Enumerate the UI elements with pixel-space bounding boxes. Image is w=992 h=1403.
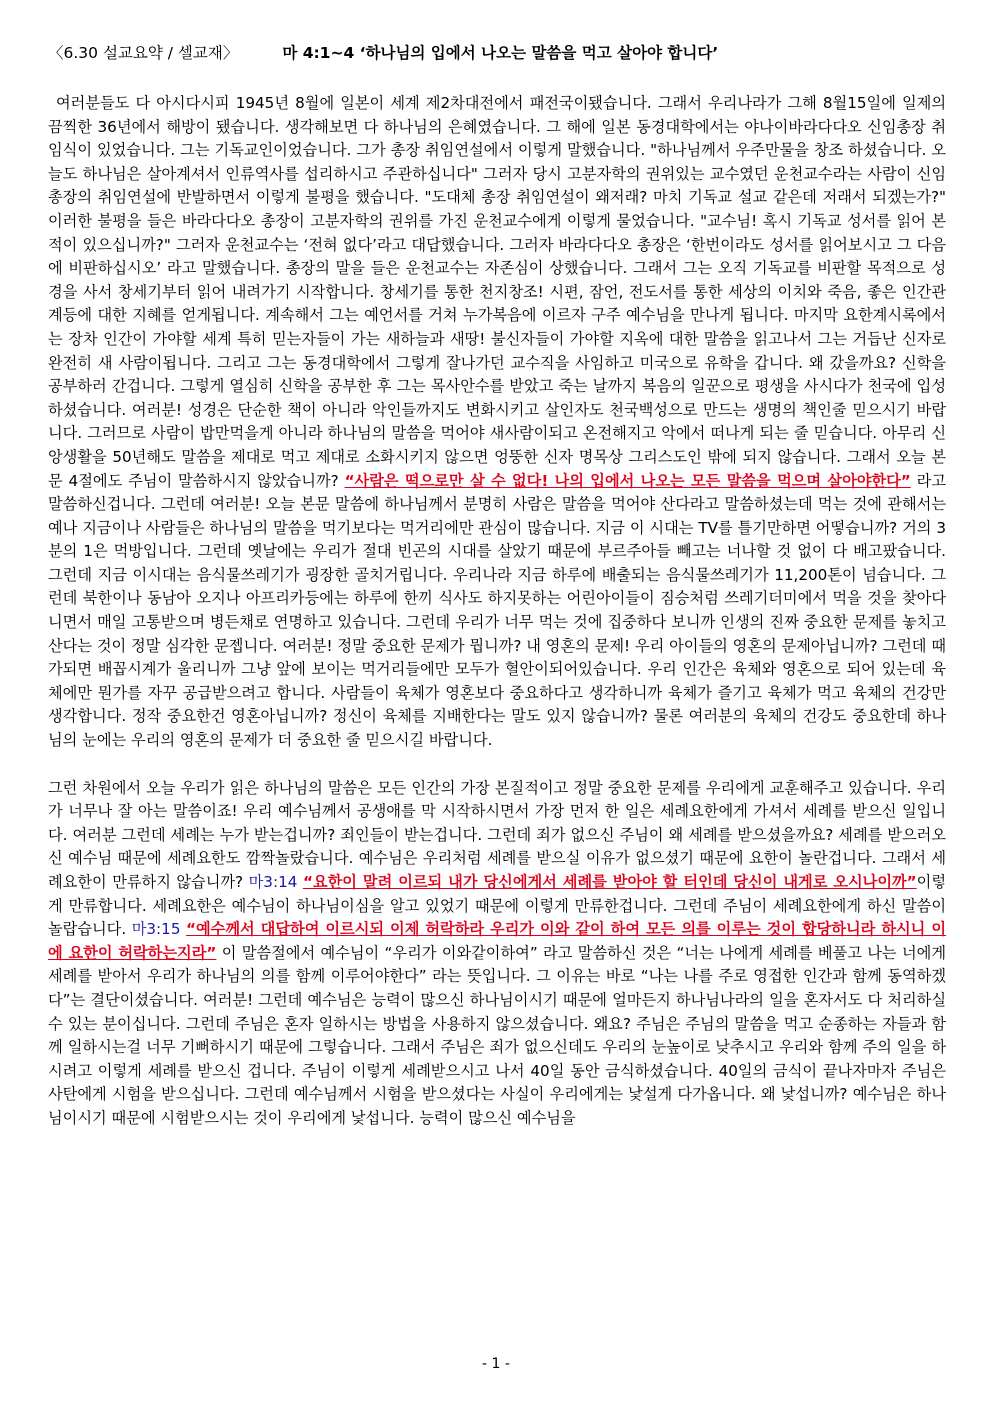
verse-reference-3-14: 마3:14 xyxy=(248,873,298,891)
page-number: - 1 - xyxy=(482,1356,510,1372)
paragraph-1-text-b: 라고 말씀하신겁니다. 그런데 여러분! 오늘 본문 말씀에 하나님께서 분명히 사람은 말씀을 먹어야 산다라고 말씀하셨는데 먹는 것에 관해서는 예나 지금이나 사람들은 하나님의 말씀을 먹기보다는 먹거리에만 관심이 많습니다. 지금 이 시대는 TV를 틀기만하면 어떻습니까? 거의 3분의 1은 먹방입니다. 그런데 옛날에는 우리가 절대 빈곤의 시대를 살았기 때문에 부르주아들 빼고는 너나할 것 없이 다 배고팠습니다. 그런데 지금 이시대는 음식물쓰레기가 굉장한 골치거립니다. 우리나라 지금 하루에 배출되는 음식물쓰레기가 11,200톤이 넘습니다. 그런데 북한이나 동남아 오지나 아프리카등에는 하루에 한끼 식사도 하지못하는 어린아이들이 짐승처럼 쓰레기더미에서 먹을 것을 찾아다니면서 매일 고통받으며 병든채로 연명하고 있습니다. 그런데 우리가 너무 먹는 것에 집중하다 보니까 인생의 진짜 중요한 문제를 놓치고 산다는 것이 정말 심각한 문젭니다. 여러분! 정말 중요한 문제가 뭡니까? 내 영혼의 문제! 우리 아이들의 영혼의 문제아닙니까? 그런데 때가되면 배꼽시계가 울리니까 그냥 앞에 보이는 먹거리들에만 모두가 혈안이되어있습니다. 우리 인간은 육체와 영혼으로 되어 있는데 육체에만 뭔가를 자꾸 공급받으려고 합니다. 사람들이 육체가 영혼보다 중요하다고 생각하니까 육체가 즐기고 육체가 먹고 육체의 건강만 생각합니다. 정작 중요한건 영혼아닙니까? 정신이 육체를 지배한다는 말도 있지 않습니까? 물론 여러분의 육체의 건강도 중요한데 하나님의 눈에는 우리의 영혼의 문제가 더 중요한 줄 믿으시길 바랍니다. xyxy=(48,471,946,750)
paragraph-2-text-a: 그런 차원에서 오늘 우리가 읽은 하나님의 말씀은 모든 인간의 가장 본질적이고 정말 중요한 문제를 우리에게 교훈해주고 있습니다. 우리가 너무나 잘 아는 말씀이죠! 우리 예수님께서 공생애를 막 시작하시면서 가장 먼저 한 일은 세례요한에게 가셔서 세례를 받으신 일입니다. 여러분 그런데 세례는 누가 받는겁니까? 죄인들이 받는겁니다. 그런데 죄가 없으신 주님이 왜 세례를 받으셨을까요? 세례를 받으러오신 예수님 때문에 세례요한도 깜짝놀랐습니다. 예수님은 우리처럼 세례를 받으실 이유가 없으셨기 때문에 요한이 놀란겁니다. 그래서 세례요한이 만류하지 않습니까? xyxy=(48,778,946,891)
header-label: 〈6.30 설교요약 / 셀교재〉 xyxy=(48,44,239,62)
scripture-quote-3-15: “예수께서 대답하여 이르시되 이제 허락하라 우리가 이와 같이 하여 모든 의를 이루는 것이 합당하니라 하시니 이에 요한이 허락하는지라” xyxy=(48,920,947,962)
paragraph-2 xyxy=(48,777,946,1131)
verse-reference-3-15: 마3:15 xyxy=(131,920,181,939)
document-page xyxy=(48,42,946,1131)
scripture-quote-verse4: “사람은 떡으로만 살 수 없다! 나의 입에서 나오는 모든 말씀을 먹으며 살아야한다” xyxy=(344,471,911,490)
paragraph-2-text-b: 이렇게 만류합니다. 세례요한은 예수님이 하나님이심을 알고 있었기 때문에 이렇게 만류한겁니다. 그런데 주님이 세례요한에게 하신 말씀이 놀랍습니다. xyxy=(48,873,947,939)
paragraph-2-text-c: 이 말씀절에서 예수님이 “우리가 이와같이하여” 라고 말씀하신 것은 “너는 나에게 세례를 베풀고 나는 너에게 세례를 받아서 우리가 하나님의 의를 함께 이루어야한다” 라는 뜻입니다. 그 이유는 바로 “나는 나를 주로 영접한 인간과 함께 동역하겠다”는 결단이셨습니다. 여러분! 그런데 예수님은 능력이 많으신 하나님이시기 때문에 얼마든지 하나님나라의 일을 혼자서도 다 처리하실수 있는 분이십니다. 그런데 주님은 혼자 일하시는 방법을 사용하지 않으셨습니다. 왜요? 주님은 주님의 말씀을 먹고 순종하는 자들과 함께 일하시는걸 너무 기뻐하시기 때문에 그렇습니다. 그래서 주님은 죄가 없으신데도 우리의 눈높이로 낮추시고 우리와 함께 주의 일을 하시려고 이렇게 세례를 받으신 겁니다. 주님이 이렇게 세례받으시고 나서 40일 동안 금식하셨습니다. 40일의 금식이 끝나자마자 주님은 사탄에게 시험을 받으십니다. 그런데 예수님께서 시험을 받으셨다는 사실이 우리에게는 낯설게 다가옵니다. 왜 낯섭니까? 예수님은 하나님이시기 때문에 시험받으시는 것이 우리에게 낯섭니다. 능력이 많으신 예수님을 xyxy=(48,943,946,1127)
scripture-quote-3-14: “요한이 말려 이르되 내가 당신에게서 세례를 받아야 할 터인데 당신이 내게로 오시나이까” xyxy=(302,873,917,891)
document-header xyxy=(48,42,946,72)
paragraph-1-text-a: 여러분들도 다 아시다시피 1945년 8월에 일본이 세계 제2차대전에서 패전국이됐습니다. 그래서 우리나라가 그해 8월15일에 일제의 끔찍한 36년에서 해방이 됐습니다. 생각해보면 다 하나님의 은혜였습니다. 그 해에 일본 동경대학에서는 야나이바라다다오 신임총장 취임식이 있었습니다. 그는 기독교인이었습니다. 그가 총장 취임연설에서 이렇게 말했습니다. "하나님께서 우주만물을 창조 하셨습니다. 오늘도 하나님은 살아계셔서 인류역사를 섭리하시고 주관하십니다" 그러자 당시 고분자학의 권위있는 교수였던 운천교수라는 사람이 신임총장의 취임연설에 반발하면서 이렇게 불평을 했습니다. "도대체 총장 취임연설이 왜저래? 마치 기독교 설교 같은데 저래서 되겠는가?" 이러한 불평을 들은 바라다다오 총장이 고분자학의 권위를 가진 운천교수에게 이렇게 물었습니다. "교수님! 혹시 기독교 성서를 읽어 본 적이 있으십니까?" 그러자 운천교수는 ‘전혀 없다’라고 대답했습니다. 그러자 바라다다오 총장은 ‘한번이라도 성서를 읽어보시고 그 다음에 비판하십시오’ 라고 말했습니다. 총장의 말을 들은 운천교수는 자존심이 상했습니다. 그래서 그는 오직 기독교를 비판할 목적으로 성경을 사서 창세기부터 읽어 내려가기 시작합니다. 창세기를 통한 천지창조! 시편, 잠언, 전도서를 통한 세상의 이치와 죽음, 좋은 인간관계등에 대한 지혜를 얻게됩니다. 계속해서 그는 예언서를 거쳐 누가복음에 이르자 구주 예수님을 만나게 됩니다. 마지막 요한계시록에서는 장차 인간이 가야할 세계 특히 믿는자들이 가는 새하늘과 새땅! 불신자들이 가야할 지옥에 대한 말씀을 읽고나서 그는 거듭난 신자로 완전히 새 사람이됩니다. 그리고 그는 동경대학에서 그렇게 잘나가던 교수직을 사임하고 미국으로 유학을 갑니다. 왜 갔을까요? 신학을 공부하러 간겁니다. 그렇게 열심히 신학을 공부한 후 그는 목사안수를 받았고 죽는 날까지 복음의 일꾼으로 평생을 사시다가 천국에 입성하셨습니다. 여러분! 성경은 단순한 책이 아니라 악인들까지도 변화시키고 살인자도 천국백성으로 만드는 생명의 책인줄 믿으시기 바랍니다. 그러므로 사람이 밥만먹을게 아니라 하나님의 말씀을 먹어야 새사람이되고 온전해지고 악에서 떠나게 되는 줄 믿습니다. 아무리 신앙생활을 50년해도 말씀을 제대로 먹고 제대로 소화시키지 않으면 엉뚱한 신자 명목상 그리스도인 밖에 되지 않습니다. 그래서 오늘 본문 4절에도 주님이 말씀하시지 않았습니까? xyxy=(48,94,946,490)
paragraph-gap xyxy=(48,753,946,777)
sermon-title: 마 4:1~4 ‘하나님의 입에서 나오는 말씀을 먹고 살아야 합니다’ xyxy=(282,44,719,62)
paragraph-1 xyxy=(48,92,946,753)
